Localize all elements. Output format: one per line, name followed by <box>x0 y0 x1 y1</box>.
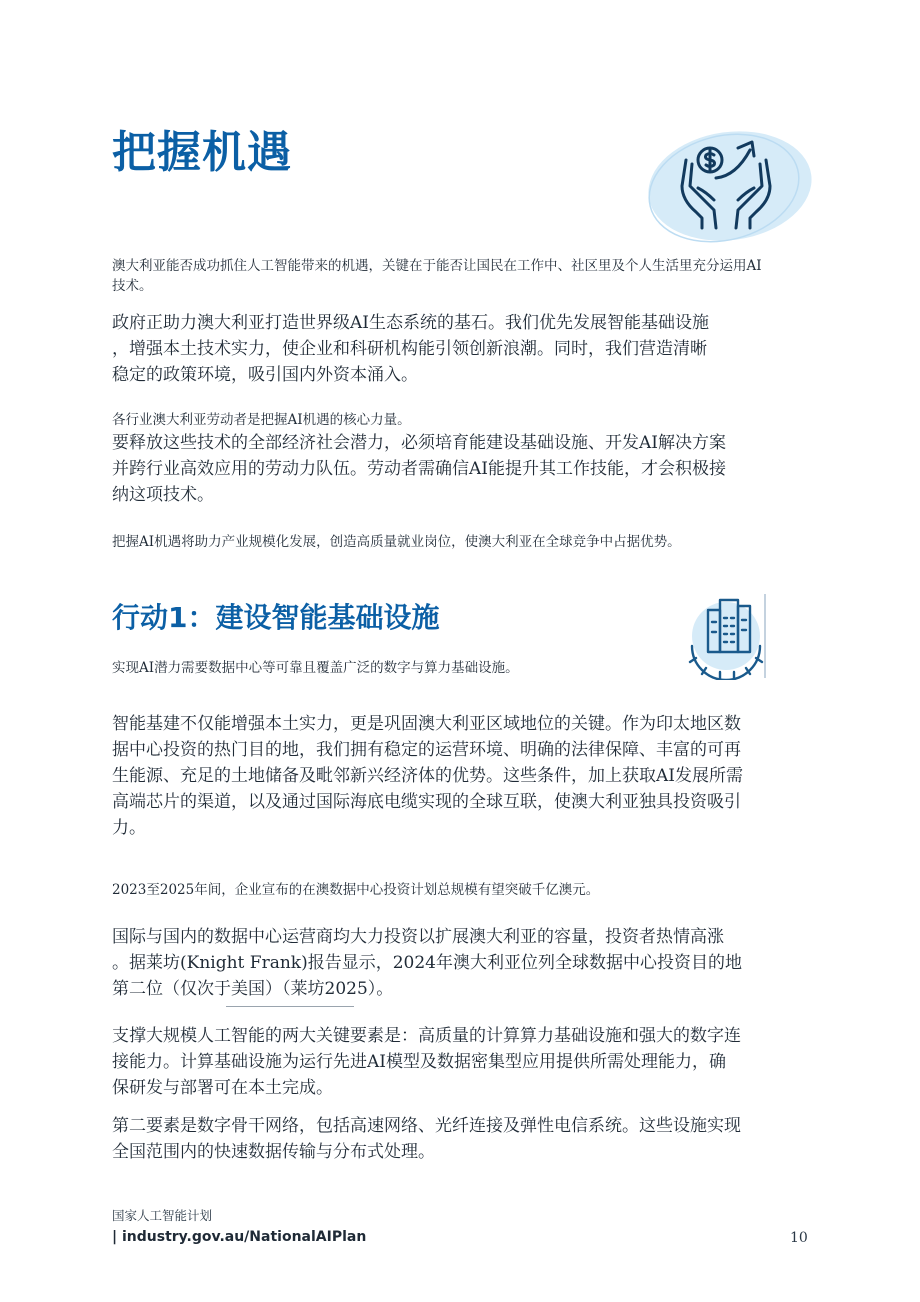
workforce-callout: 各行业澳大利亚劳动者是把握AI机遇的核心力量。 <box>112 412 411 428</box>
intro-text: 澳大利亚能否成功抓住人工智能带来的机遇，关键在于能否让国民在工作中、社区里及个人生活里充分运用AI技术。 <box>112 258 762 294</box>
paragraph-infrastructure <box>112 711 743 841</box>
action1-intro: 实现AI潜力需要数据中心等可靠且覆盖广泛的数字与算力基础设施。 <box>112 660 519 676</box>
hands-dollar-growth-icon <box>640 124 812 248</box>
paragraph-backbone <box>112 1113 741 1165</box>
paragraph-operators <box>112 924 742 1002</box>
paragraph-line: 国际与国内的数据中心运营商均大力投资以扩展澳大利亚的容量，投资者热情高涨 <box>112 927 724 947</box>
page-number: 10 <box>790 1230 808 1246</box>
divider <box>226 1006 354 1007</box>
paragraph-line: 稳定的政策环境，吸引国内外资本涌入。 <box>112 365 418 385</box>
paragraph-line: 高端芯片的渠道，以及通过国际海底电缆实现的全球互联，使澳大利亚独具投资吸引 <box>112 792 741 812</box>
summary-text: 把握AI机遇将助力产业规模化发展，创造高质量就业岗位，使澳大利亚在全球竞争中占据优势。 <box>112 534 681 550</box>
footer-url-link[interactable]: | industry.gov.au/NationalAIPlan <box>112 1229 367 1245</box>
paragraph-line: 生能源、充足的土地储备及毗邻新兴经济体的优势。这些条件，加上获取AI发展所需 <box>112 766 743 786</box>
page-title: 把握机遇 <box>112 127 292 178</box>
paragraph-line: 全国范围内的快速数据传输与分布式处理。 <box>112 1142 435 1162</box>
paragraph-line: 支撑大规模人工智能的两大关键要素是：高质量的计算算力基础设施和强大的数字连 <box>112 1026 741 1046</box>
paragraph-line: 要释放这些技术的全部经济社会潜力，必须培育能建设基础设施、开发AI解决方案 <box>112 433 726 453</box>
paragraph-line: 力。 <box>112 818 146 838</box>
paragraph-line: 第二位（仅次于美国）（莱坊2025）。 <box>112 979 394 999</box>
footer-plan-name: 国家人工智能计划 <box>112 1208 213 1223</box>
paragraph-intro <box>112 310 709 388</box>
building-gear-icon <box>686 592 770 680</box>
paragraph-line: 。据莱坊(Knight Frank)报告显示，2024年澳大利亚位列全球数据中心投资目的地 <box>112 953 742 973</box>
paragraph-line: 纳这项技术。 <box>112 485 214 505</box>
paragraph-line: 据中心投资的热门目的地，我们拥有稳定的运营环境、明确的法律保障、丰富的可再 <box>112 740 741 760</box>
paragraph-workforce <box>112 430 726 508</box>
paragraph-line: 智能基建不仅能增强本土实力，更是巩固澳大利亚区域地位的关键。作为印太地区数 <box>112 714 741 734</box>
paragraph-line: 并跨行业高效应用的劳动力队伍。劳动者需确信AI能提升其工作技能，才会积极接 <box>112 459 726 479</box>
investment-stat: 2023至2025年间，企业宣布的在澳数据中心投资计划总规模有望突破千亿澳元。 <box>112 882 600 898</box>
paragraph-line: 政府正助力澳大利亚打造世界级AI生态系统的基石。我们优先发展智能基础设施 <box>112 313 709 333</box>
paragraph-line: 接能力。计算基础设施为运行先进AI模型及数据密集型应用提供所需处理能力，确 <box>112 1052 726 1072</box>
paragraph-line: 保研发与部署可在本土完成。 <box>112 1078 333 1098</box>
section-heading-action1: 行动1：建设智能基础设施 <box>112 601 440 634</box>
paragraph-compute <box>112 1023 741 1101</box>
paragraph-line: ，增强本土技术实力，使企业和科研机构能引领创新浪潮。同时，我们营造清晰 <box>112 339 707 359</box>
paragraph-line: 第二要素是数字骨干网络，包括高速网络、光纤连接及弹性电信系统。这些设施实现 <box>112 1116 741 1136</box>
